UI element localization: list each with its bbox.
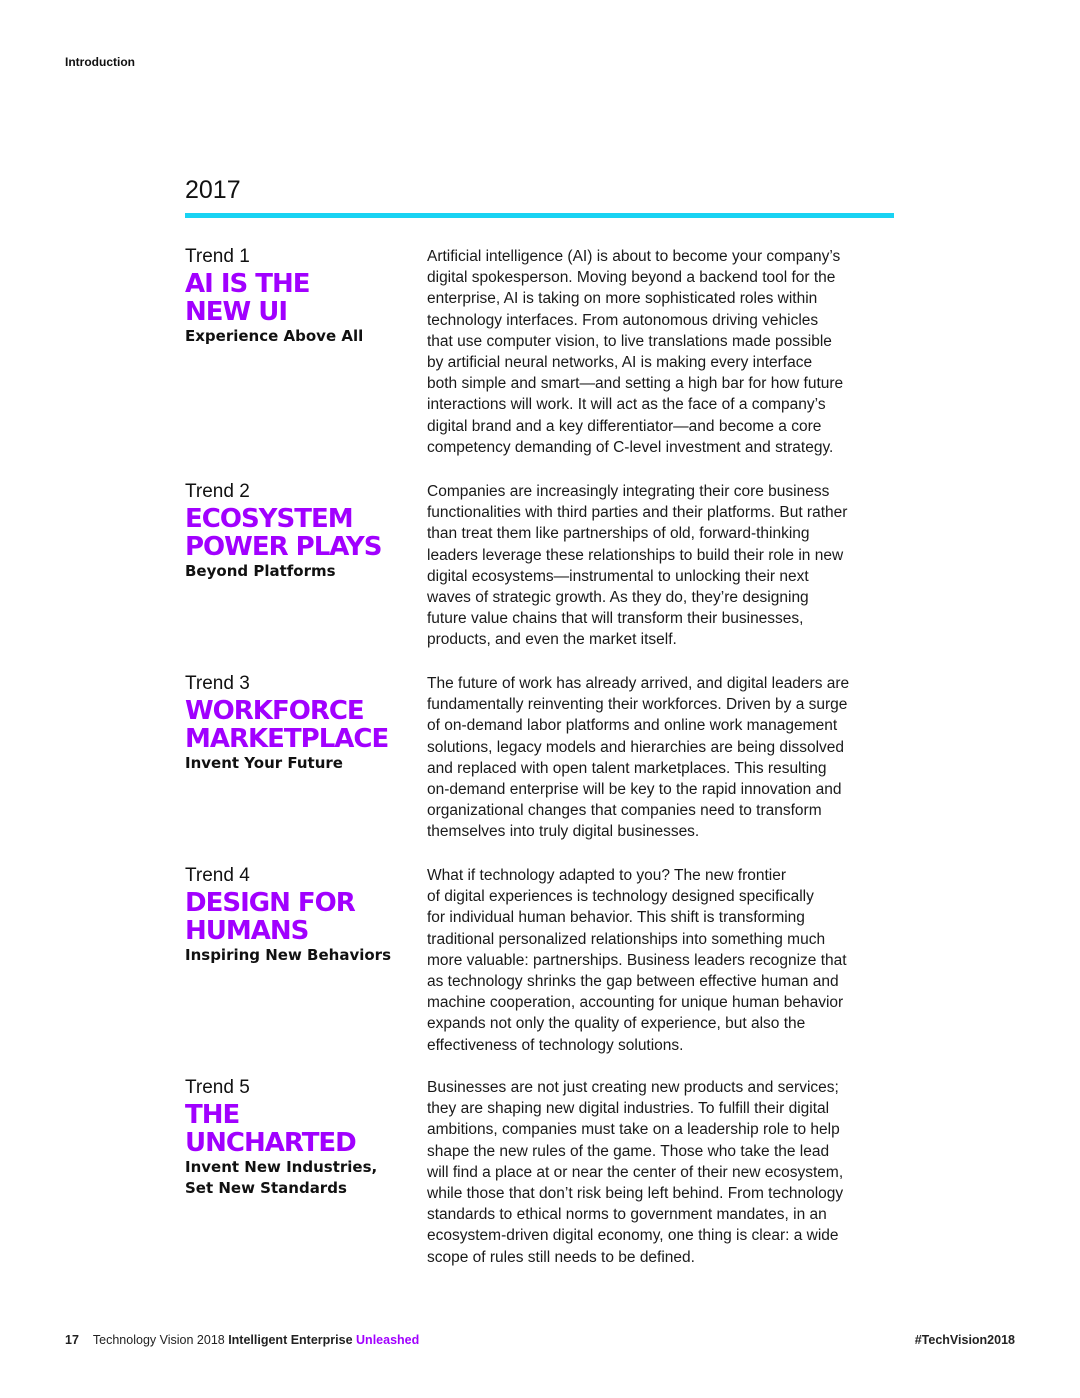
hashtag: #TechVision2018 [914,1333,1015,1347]
brand-accent: Unleashed [356,1333,420,1347]
trend-1-number: Trend 1 [185,246,250,267]
trend-4-title: DESIGN FOR HUMANS [185,888,355,946]
trend-4-body: What if technology adapted to you? The new frontier of digital experiences is technology designed specifically for individual human behavior. This shift is transforming traditional personalized relationships into something much more valuable: partnerships. Business leaders recognize that as technology shrinks the gap between effective human and machine cooperation, accounting for unique human behavior expands not only the quality of experience, but also the effectiveness of technology solutions. [427,867,847,1054]
trend-5-heading [185,1077,420,1199]
year-divider [185,213,894,218]
trend-3-subtitle: Invent Your Future [185,754,343,772]
trend-2-body: Companies are increasingly integrating their core business functionalities with third parties and their platforms. But rather than treat them like partnerships of old, forward-thinking leaders leverage these relationships to build their role in new digital ecosystems—instrumental to unlocking their next waves of strategic growth. As they do, they’re designing future value chains that will transform their businesses, products, and even the market itself. [427,483,848,649]
year-heading: 2017 [185,176,241,204]
trend-4-subtitle: Inspiring New Behaviors [185,946,392,964]
trend-5-body: Businesses are not just creating new products and services; they are shaping new digital industries. To fulfill their digital ambitions, companies must take on a leadership role to help shape the new rules of the game. Those who take the lead will find a place at or near the center of their new ecosystem, while those that don’t risk being left behind. From technology standards to ethical norms to government mandates, in an ecosystem-driven digital economy, one thing is clear: a wide scope of rules still needs to be defined. [427,1079,844,1266]
publication-name: Technology Vision 2018 [92,1333,225,1347]
section-label: Introduction [65,55,135,69]
trend-1-title: AI IS THE NEW UI [185,269,310,327]
trend-3-heading [185,673,420,774]
trend-4-number: Trend 4 [185,865,250,886]
trend-2-title: ECOSYSTEM POWER PLAYS [185,504,382,562]
trend-2-subtitle: Beyond Platforms [185,562,336,580]
trend-2-heading [185,481,420,582]
trend-1-body: Artificial intelligence (AI) is about to become your company’s digital spokesperson. Moving beyond a backend tool for the enterprise, AI is taking on more sophisticated roles within technology interfaces. From autonomous driving vehicles that use computer vision, to live translations made possible by artificial neural networks, AI is making every interface both simple and smart—and setting a high bar for how future interactions will work. It will act as the face of a company’s digital brand and a key differentiator—and become a core competency demanding of C-level investment and strategy. [427,248,844,456]
page-number: 17 [65,1333,79,1347]
trend-5-title: THE UNCHARTED [185,1100,356,1158]
trend-2-number: Trend 2 [185,481,250,502]
trend-5-subtitle: Invent New Industries, Set New Standards [185,1158,378,1197]
trend-5-number: Trend 5 [185,1077,250,1098]
trend-1-subtitle: Experience Above All [185,327,364,345]
trend-4-heading [185,865,420,966]
trend-3-number: Trend 3 [185,673,250,694]
page-footer [65,1333,1015,1347]
trend-3-body: The future of work has already arrived, and digital leaders are fundamentally reinventing their workforces. Driven by a surge of on-demand labor platforms and online work management solutions, legacy models and hierarchies are being dissolved and replaced with open talent marketplaces. This resulting on-demand enterprise will be key to the rapid innovation and organizational changes that companies need to transform themselves into truly digital businesses. [427,675,850,841]
brand-name: Intelligent Enterprise [228,1333,353,1347]
trend-1-heading [185,246,420,347]
trend-3-title: WORKFORCE MARKETPLACE [185,696,389,754]
